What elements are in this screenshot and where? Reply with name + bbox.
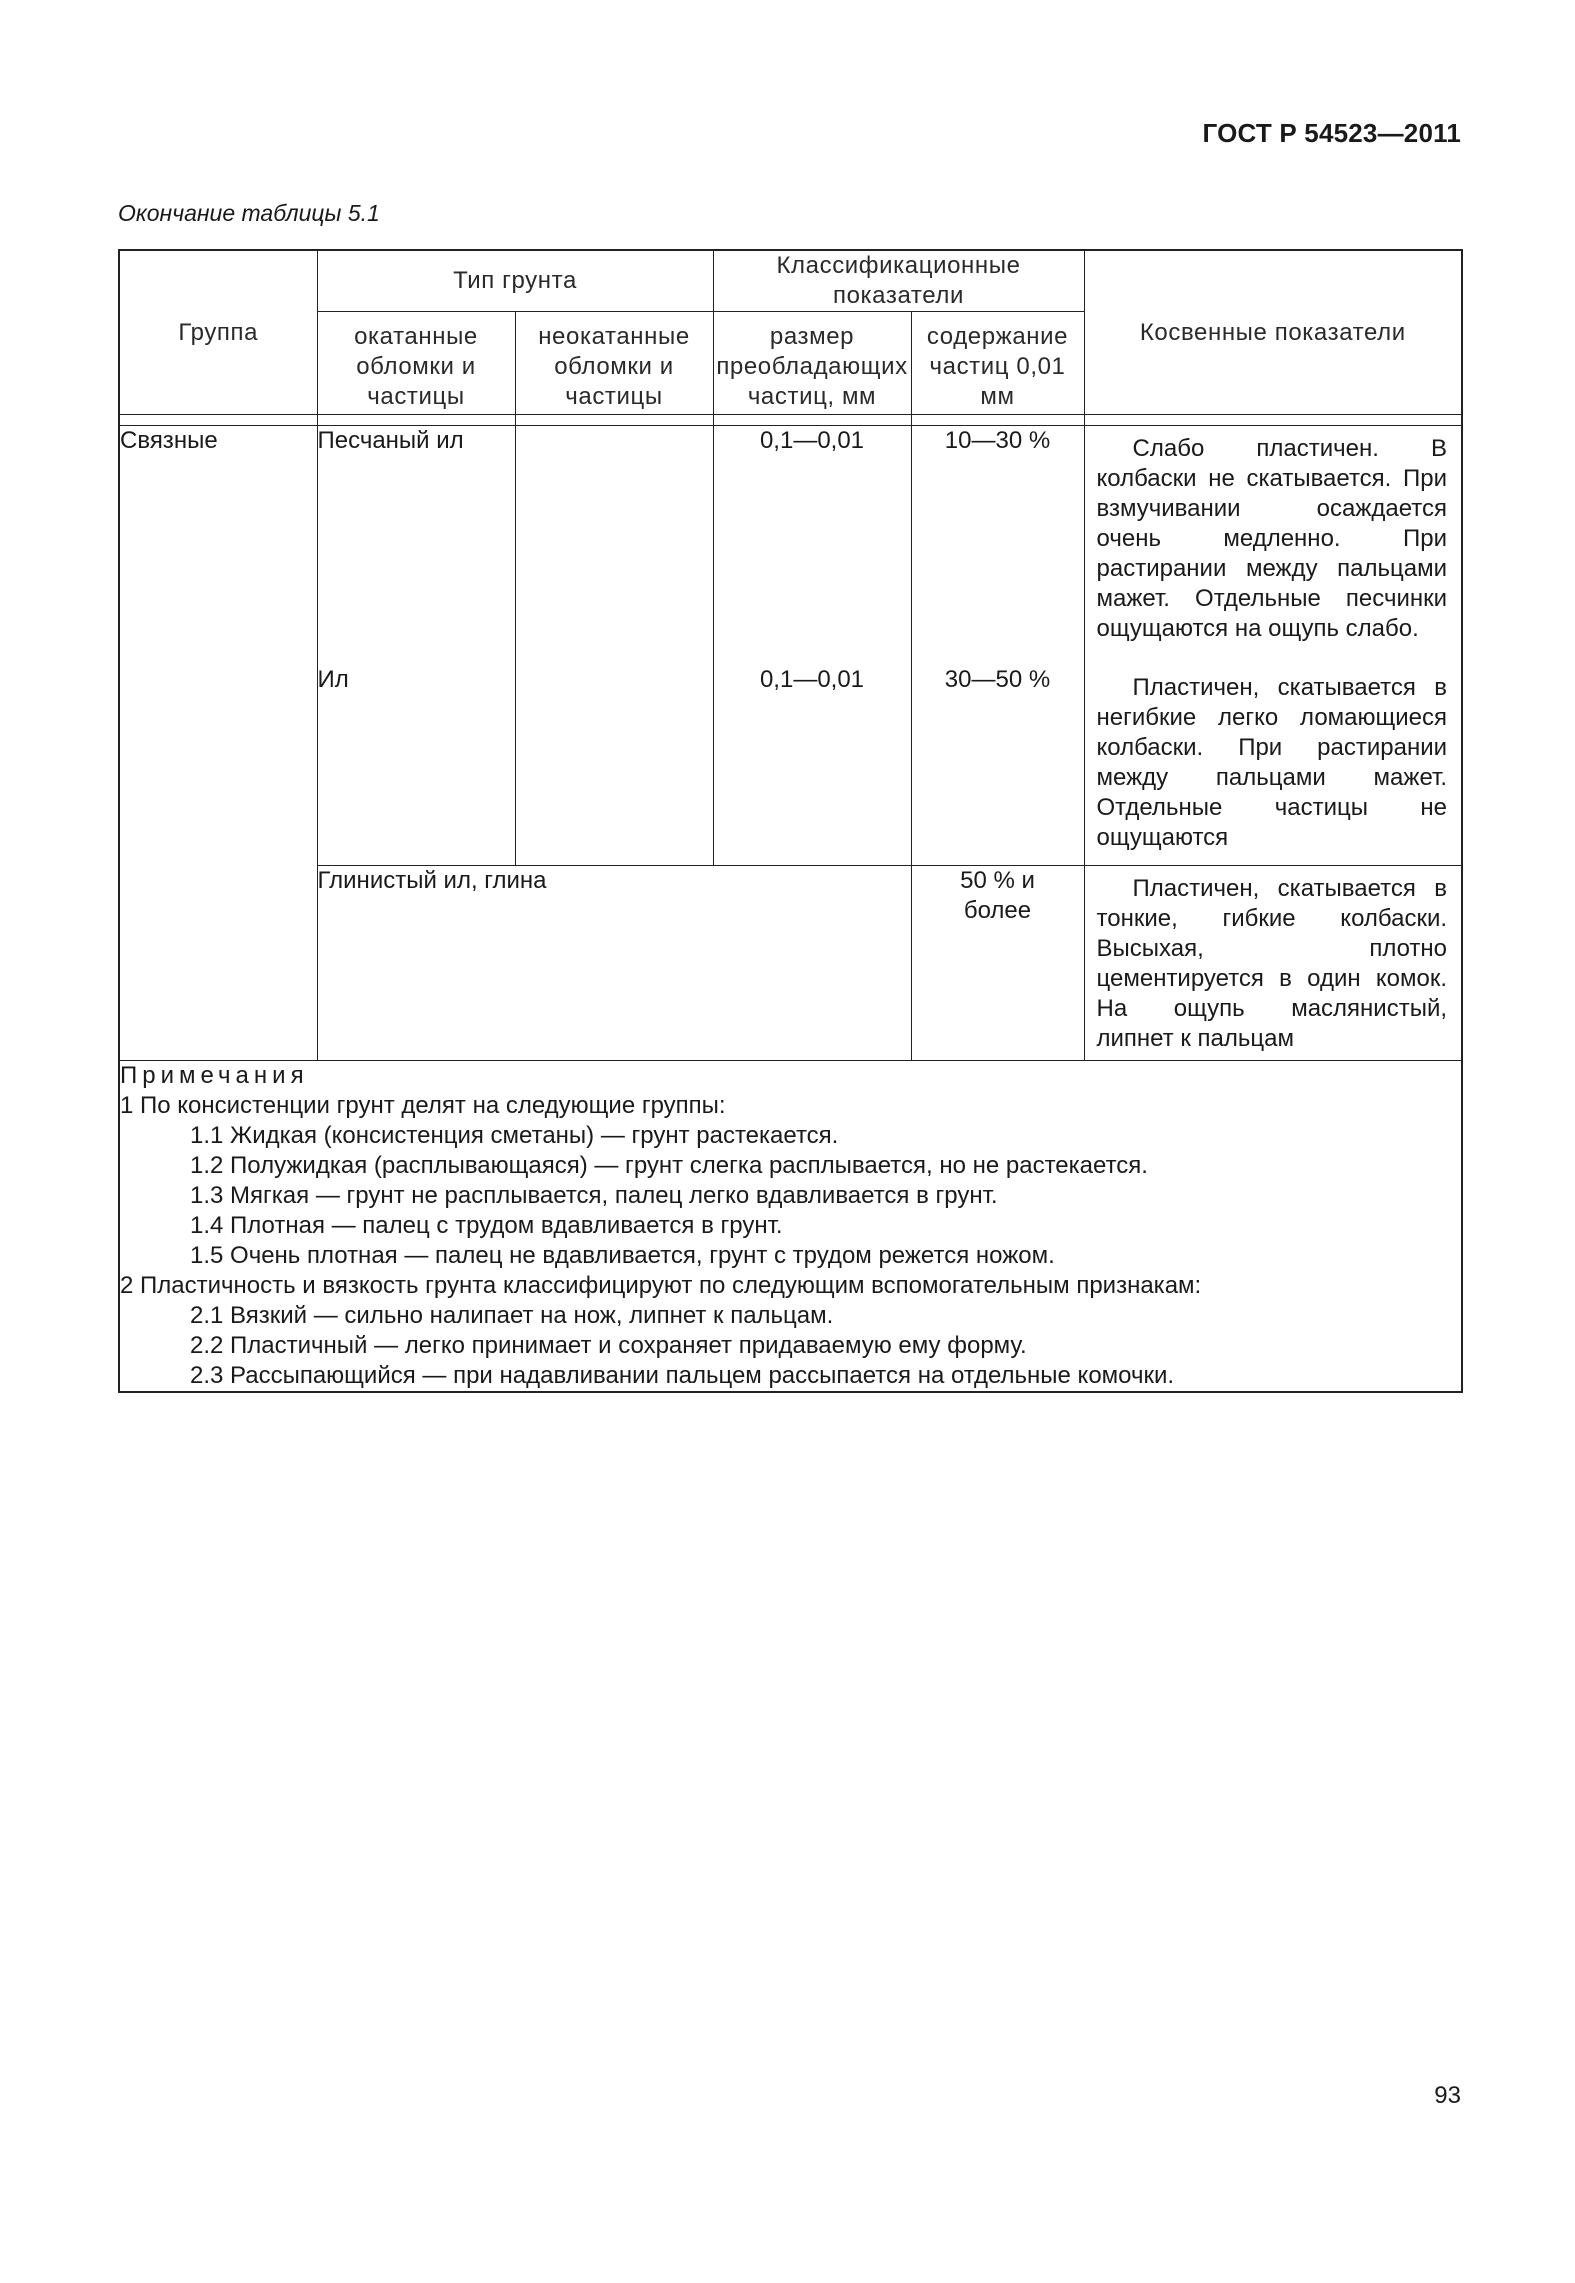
content-cell (911, 866, 1084, 1061)
note-1-2: 1.2 Полужидкая (расплывающаяся) — грунт слегка расплывается, но не растекается. (190, 1152, 1148, 1179)
group-cell: Связные (119, 426, 317, 1061)
table-row (119, 665, 1462, 866)
table-row (119, 866, 1462, 1061)
description-text: Пластичен, скатывается в негибкие легко ломающиеся колбаски. При растирании между пальцами мажет. Отдельные частицы не ощущаются (1096, 673, 1448, 851)
header-group: Группа (119, 250, 317, 415)
note-2: 2 Пластичность и вязкость грунта классифицируют по следующим вспомогательным признакам: (120, 1272, 1202, 1299)
description-text: Слабо пластичен. В колбаски не скатывается. При взмучивании осаждается очень медленно. При растирании между пальцами мажет. Отдельные песчинки ощущаются на ощупь слабо. (1096, 435, 1448, 642)
note-1: 1 По консистенции грунт делят на следующие группы: (120, 1092, 726, 1119)
content-text: 50 % и более (960, 867, 1035, 924)
document-code: ГОСТ Р 54523—2011 (1202, 118, 1461, 148)
header-separator (119, 415, 1462, 426)
note-2-2: 2.2 Пластичный — легко принимает и сохраняет придаваемую ему форму. (190, 1332, 1027, 1359)
note-1-4: 1.4 Плотная — палец с трудом вдавливается в грунт. (190, 1212, 783, 1239)
note-2-3: 2.3 Рассыпающийся — при надавливании пальцем рассыпается на отдельные комочки. (190, 1362, 1175, 1389)
note-1-5: 1.5 Очень плотная — палец не вдавливается, грунт с трудом режется ножом. (190, 1242, 1055, 1269)
description-text: Пластичен, скатывается в тонкие, гибкие колбаски. Высыхая, плотно цементируется в один комок. На ощупь маслянистый, липнет к пальцам (1096, 875, 1448, 1052)
soil-type-cell: Песчаный ил (317, 426, 515, 665)
header-particle-size: размер преобладающих частиц, мм (713, 312, 911, 415)
soil-classification-table (118, 249, 1463, 1393)
table-row (119, 426, 1462, 665)
notes-cell (119, 1061, 1462, 1393)
content-cell: 10—30 % (911, 426, 1084, 665)
notes-title: Примечания (120, 1062, 309, 1089)
header-soil-type: Тип грунта (317, 250, 713, 312)
particle-size-cell: 0,1—0,01 (713, 426, 911, 665)
table-caption: Окончание таблицы 5.1 (118, 200, 380, 226)
note-2-1: 2.1 Вязкий — сильно налипает на нож, липнет к пальцам. (190, 1302, 834, 1329)
header-classification: Классификационные показатели (713, 250, 1084, 312)
soil-type-cell: Ил (317, 665, 515, 866)
header-indirect: Косвенные показатели (1084, 250, 1462, 415)
description-cell (1084, 665, 1462, 866)
particle-size-cell: 0,1—0,01 (713, 665, 911, 866)
header-content: содержание частиц 0,01 мм (911, 312, 1084, 415)
header-unrounded: неокатанные обломки и частицы (515, 312, 713, 415)
note-1-1: 1.1 Жидкая (консистенция сметаны) — грунт растекается. (190, 1122, 839, 1149)
unrounded-empty-cell (515, 426, 713, 866)
page-number: 93 (1434, 2082, 1461, 2109)
content-cell: 30—50 % (911, 665, 1084, 866)
description-cell (1084, 866, 1462, 1061)
note-1-3: 1.3 Мягкая — грунт не расплывается, палец легко вдавливается в грунт. (190, 1182, 998, 1209)
table-header-row-1 (119, 250, 1462, 312)
soil-type-cell: Глинистый ил, глина (317, 866, 911, 1061)
notes-row (119, 1061, 1462, 1393)
description-cell (1084, 426, 1462, 665)
header-rounded: окатанные обломки и частицы (317, 312, 515, 415)
